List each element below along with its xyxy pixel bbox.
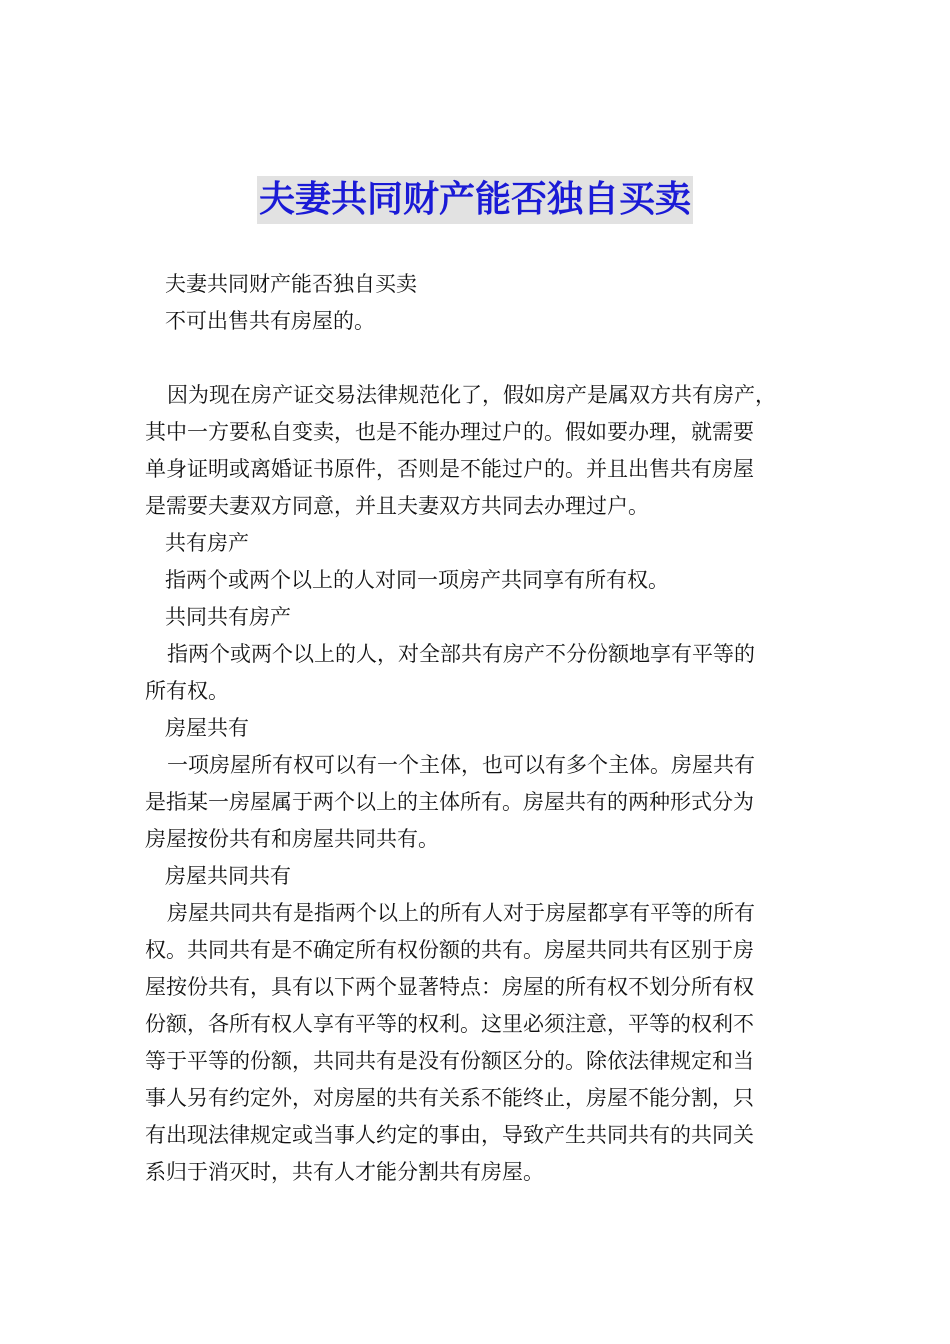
term4-definition-line: 系归于消灭时，共有人才能分割共有房屋。 (145, 1160, 544, 1184)
answer-line: 不可出售共有房屋的。 (165, 309, 375, 333)
term4-definition-line: 屋按份共有，具有以下两个显著特点：房屋的所有权不划分所有权 (145, 975, 754, 999)
term4-definition-line: 有出现法律规定或当事人约定的事由，导致产生共同共有的共同关 (145, 1123, 754, 1147)
term4-definition-line: 份额，各所有权人享有平等的权利。这里必须注意，平等的权利不 (145, 1012, 754, 1036)
term1-definition: 指两个或两个以上的人对同一项房产共同享有所有权。 (165, 568, 669, 592)
title-container (0, 176, 950, 224)
term4-definition-line: 等于平等的份额，共同共有是没有份额区分的。除依法律规定和当 (145, 1049, 754, 1073)
heading-repeat: 夫妻共同财产能否独自买卖 (165, 272, 417, 296)
blank-line (145, 340, 810, 377)
document-body (145, 266, 810, 1191)
term1-heading: 共有房产 (165, 531, 249, 555)
para1-line: 是需要夫妻双方同意，并且夫妻双方共同去办理过户。 (145, 494, 649, 518)
term2-heading: 共同共有房产 (165, 605, 291, 629)
document-title: 夫妻共同财产能否独自买卖 (257, 176, 693, 224)
term2-definition-line: 所有权。 (145, 679, 229, 703)
para1-line: 其中一方要私自变卖，也是不能办理过户的。假如要办理，就需要 (145, 420, 754, 444)
term4-definition-line: 房屋共同共有是指两个以上的所有人对于房屋都享有平等的所有 (167, 901, 755, 925)
term4-definition-line: 事人另有约定外，对房屋的共有关系不能终止，房屋不能分割，只 (145, 1086, 754, 1110)
term3-definition-line: 是指某一房屋属于两个以上的主体所有。房屋共有的两种形式分为 (145, 790, 754, 814)
term4-heading: 房屋共同共有 (165, 864, 291, 888)
para1-line: 单身证明或离婚证书原件，否则是不能过户的。并且出售共有房屋 (145, 457, 754, 481)
term3-definition-line: 一项房屋所有权可以有一个主体，也可以有多个主体。房屋共有 (167, 753, 755, 777)
term2-definition-line: 指两个或两个以上的人，对全部共有房产不分份额地享有平等的 (167, 642, 755, 666)
term3-heading: 房屋共有 (165, 716, 249, 740)
term3-definition-line: 房屋按份共有和房屋共同共有。 (145, 827, 439, 851)
term4-definition-line: 权。共同共有是不确定所有权份额的共有。房屋共同共有区别于房 (145, 938, 754, 962)
para1-line: 因为现在房产证交易法律规范化了，假如房产是属双方共有房产， (167, 383, 776, 407)
